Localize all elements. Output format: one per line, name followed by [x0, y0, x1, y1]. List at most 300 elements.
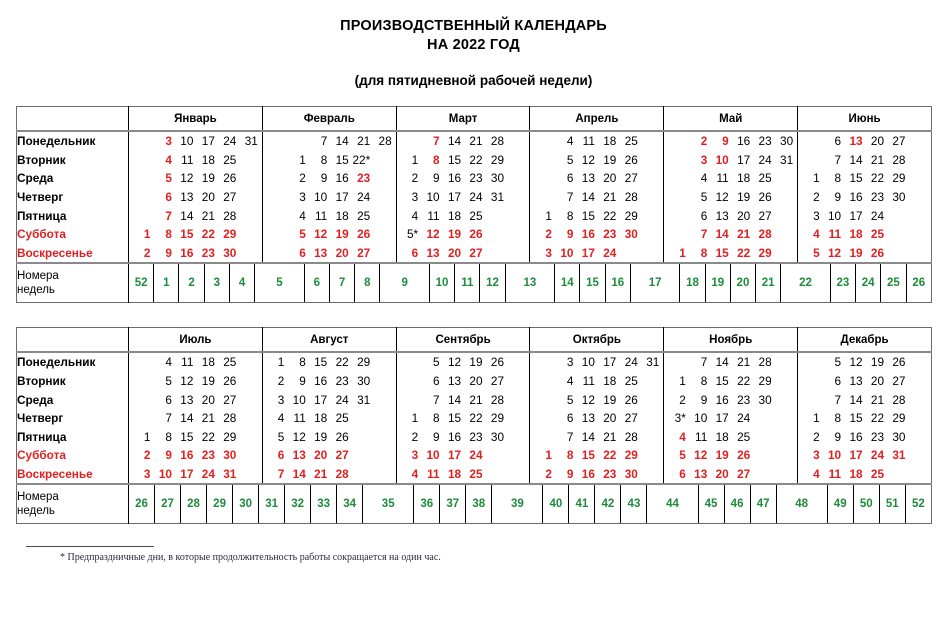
date-cell: 18 [335, 208, 349, 223]
date-cell: 16 [581, 467, 595, 482]
date-cell: 3 [411, 190, 419, 205]
date-group [129, 225, 262, 244]
date-group [530, 353, 663, 372]
date-cell: 11 [181, 355, 194, 370]
date-cell: 27 [624, 171, 638, 186]
date-cell: 11 [427, 467, 440, 482]
date-cell: 8 [299, 355, 306, 370]
date-cell: 5 [679, 448, 686, 463]
date-group [129, 132, 262, 151]
date-cell: 28 [892, 392, 906, 407]
week-number-cell: 7 [329, 264, 354, 302]
date-cell: 14 [335, 134, 349, 149]
week-number-cell: 17 [630, 264, 680, 302]
month-column-Май [664, 206, 798, 225]
date-cell: 28 [490, 134, 505, 149]
page-title-line2: НА 2022 ГОД [427, 37, 520, 53]
date-cell: 12 [827, 245, 842, 260]
date-cell: 11 [181, 152, 194, 167]
month-column-Январь [129, 151, 263, 170]
month-column-Ноябрь [664, 390, 798, 409]
date-cell: 31 [490, 190, 505, 205]
month-column-Февраль [262, 244, 396, 264]
month-column-Январь [129, 131, 263, 151]
date-cell: 21 [201, 208, 215, 223]
date-cell: 16 [581, 227, 595, 242]
date-group [798, 225, 931, 244]
date-cell: 20 [737, 208, 751, 223]
date-group [530, 206, 663, 225]
date-cell: 31 [244, 134, 258, 149]
month-column-Февраль [262, 206, 396, 225]
date-cell: 7 [834, 392, 842, 407]
date-cell: 4 [277, 411, 285, 426]
date-cell: 10 [426, 448, 440, 463]
month-column-Февраль [262, 225, 396, 244]
date-cell: 10 [426, 190, 440, 205]
date-cell: 25 [357, 208, 371, 223]
date-cell: 25 [469, 208, 483, 223]
month-column-Сентябрь [396, 372, 530, 391]
date-cell: 5* [406, 227, 419, 242]
weekday-row [17, 225, 932, 244]
date-cell: 15 [335, 152, 349, 167]
date-cell: 14 [849, 152, 863, 167]
date-cell: 10 [292, 392, 306, 407]
date-cell: 14 [581, 190, 595, 205]
date-group [664, 409, 797, 428]
week-number-cell: 1 [154, 264, 179, 302]
week-number-cell: 4 [229, 264, 254, 302]
date-cell: 17 [849, 208, 863, 223]
date-cell: 24 [223, 134, 237, 149]
date-cell: 19 [201, 374, 215, 389]
date-group [798, 390, 931, 409]
month-column-Май [664, 188, 798, 207]
date-cell: 22 [201, 429, 215, 444]
week-number-cell: 50 [853, 485, 879, 523]
month-column-Август [262, 352, 396, 372]
date-cell: 23 [870, 429, 885, 444]
week-number-cell: 14 [555, 264, 580, 302]
day-name-Пятница: Пятница [17, 206, 129, 225]
date-cell: 22 [603, 208, 617, 223]
date-cell: 19 [314, 429, 328, 444]
date-cell: 25 [469, 467, 483, 482]
month-column-Октябрь [530, 446, 664, 465]
date-cell: 3 [277, 392, 285, 407]
month-column-Июнь [798, 131, 932, 151]
day-name-Вторник: Вторник [17, 151, 129, 170]
date-group [263, 390, 396, 409]
day-name-Четверг: Четверг [17, 188, 129, 207]
weekday-row [17, 372, 932, 391]
month-column-Октябрь [530, 372, 664, 391]
date-cell: 30 [357, 374, 371, 389]
week-number-cell: 39 [492, 485, 543, 523]
date-cell: 13 [447, 374, 462, 389]
date-cell: 1 [143, 429, 151, 444]
date-cell: 6 [679, 467, 686, 482]
month-column-Май [664, 225, 798, 244]
month-column-Апрель [530, 206, 664, 225]
week-number-cell: 47 [750, 485, 776, 523]
date-cell: 17 [447, 448, 462, 463]
date-cell: 1 [679, 245, 686, 260]
month-column-Сентябрь [396, 446, 530, 465]
month-column-Сентябрь [396, 352, 530, 372]
date-cell: 27 [490, 374, 505, 389]
month-column-Ноябрь [664, 428, 798, 447]
month-column-Январь [129, 225, 263, 244]
date-cell: 14 [849, 392, 863, 407]
date-cell: 19 [201, 171, 215, 186]
date-cell: 9 [566, 467, 574, 482]
month-column-Март [396, 169, 530, 188]
date-cell: 26 [335, 429, 349, 444]
month-header-Октябрь: Октябрь [530, 328, 664, 353]
date-cell: 19 [469, 355, 483, 370]
date-cell: 8 [320, 152, 328, 167]
date-group [530, 188, 663, 207]
date-cell: 26 [624, 152, 638, 167]
date-cell: 31 [780, 152, 794, 167]
date-cell: 2 [411, 171, 419, 186]
date-cell: 30 [223, 245, 237, 260]
date-cell: 9 [834, 429, 842, 444]
date-cell: 1 [143, 227, 151, 242]
date-cell: 24 [201, 467, 215, 482]
date-cell: 9 [165, 245, 172, 260]
month-column-Июль [129, 372, 263, 391]
date-cell: 1 [277, 355, 285, 370]
date-cell: 18 [737, 171, 751, 186]
week-number-cell: 28 [181, 485, 207, 523]
month-header-Январь: Январь [129, 107, 263, 132]
date-cell: 19 [603, 392, 617, 407]
week-number-cell: 26 [135, 498, 148, 511]
date-cell: 12 [426, 227, 440, 242]
date-cell: 22 [870, 411, 885, 426]
week-numbers-container [129, 484, 932, 524]
week-number-cell: 45 [698, 485, 724, 523]
date-group [530, 225, 663, 244]
month-column-Сентябрь [396, 465, 530, 485]
date-cell: 2 [545, 467, 552, 482]
date-cell: 23 [201, 448, 215, 463]
week-number-cell: 11 [455, 264, 480, 302]
month-column-Декабрь [798, 390, 932, 409]
date-cell: 31 [892, 448, 906, 463]
date-cell: 2 [411, 429, 419, 444]
date-cell: 8 [165, 227, 172, 242]
date-cell: 18 [603, 374, 617, 389]
date-cell: 30 [780, 134, 794, 149]
date-group [397, 225, 530, 244]
date-cell: 21 [357, 134, 371, 149]
month-column-Январь [129, 206, 263, 225]
date-cell: 21 [603, 429, 617, 444]
month-header-Март: Март [396, 107, 530, 132]
date-group [397, 465, 530, 484]
date-cell: 15 [581, 448, 595, 463]
date-cell: 3* [674, 411, 686, 426]
month-header-Май: Май [664, 107, 798, 132]
date-cell: 7 [277, 467, 285, 482]
week-number-cell: 44 [647, 485, 698, 523]
date-cell: 8 [700, 245, 708, 260]
week-number-cell: 8 [355, 264, 380, 302]
date-cell: 1 [545, 208, 552, 223]
date-cell: 10 [827, 448, 842, 463]
date-cell: 3 [545, 245, 552, 260]
date-cell: 1 [411, 152, 419, 167]
date-cell: 8 [566, 208, 574, 223]
date-cell: 18 [849, 467, 863, 482]
date-group [397, 446, 530, 465]
date-group [129, 465, 262, 484]
month-column-Декабрь [798, 446, 932, 465]
date-cell: 4 [411, 208, 419, 223]
date-cell: 2 [143, 245, 151, 260]
weekday-row [17, 206, 932, 225]
month-column-Январь [129, 188, 263, 207]
date-cell: 29 [223, 227, 237, 242]
date-cell: 27 [469, 245, 483, 260]
date-cell: 25 [758, 171, 772, 186]
footnote-divider [26, 546, 154, 547]
date-cell: 3 [299, 190, 306, 205]
month-header-row [17, 328, 932, 353]
date-group [129, 188, 262, 207]
date-cell: 13 [292, 448, 306, 463]
month-column-Октябрь [530, 428, 664, 447]
date-cell: 5 [700, 190, 708, 205]
date-cell: 20 [469, 374, 483, 389]
date-group [798, 409, 931, 428]
date-cell: 22 [469, 152, 483, 167]
date-cell: 29 [624, 208, 638, 223]
date-cell: 29 [758, 245, 772, 260]
date-cell: 21 [469, 134, 483, 149]
date-cell: 29 [223, 429, 237, 444]
date-cell: 8 [165, 429, 172, 444]
date-group [129, 409, 262, 428]
month-column-Июнь [798, 188, 932, 207]
month-column-Май [664, 244, 798, 264]
date-cell: 28 [335, 467, 349, 482]
month-column-Июль [129, 465, 263, 485]
month-column-Июль [129, 428, 263, 447]
date-cell: 22 [201, 227, 215, 242]
date-cell: 31 [357, 392, 371, 407]
date-cell: 14 [447, 392, 462, 407]
month-column-Май [664, 131, 798, 151]
month-column-Январь [129, 169, 263, 188]
date-cell: 11 [315, 208, 328, 223]
date-cell: 2 [700, 134, 708, 149]
week-number-cell: 20 [730, 264, 755, 302]
date-cell: 21 [870, 152, 885, 167]
date-cell: 9 [566, 227, 574, 242]
week-number-cell: 37 [440, 485, 466, 523]
week-number-cell: 34 [337, 485, 363, 523]
date-cell: 6 [165, 190, 172, 205]
date-cell: 20 [870, 134, 885, 149]
date-cell: 18 [314, 411, 328, 426]
date-cell: 5 [165, 374, 172, 389]
date-cell: 31 [223, 467, 237, 482]
date-cell: 4 [411, 467, 419, 482]
date-cell: 10 [314, 190, 328, 205]
date-cell: 9 [722, 134, 729, 149]
date-cell: 21 [469, 392, 483, 407]
date-group [263, 225, 396, 244]
date-cell: 28 [758, 355, 772, 370]
date-cell: 9 [320, 171, 328, 186]
date-cell: 7 [566, 190, 574, 205]
date-group [798, 188, 931, 207]
weekday-row [17, 428, 932, 447]
date-cell: 18 [201, 152, 215, 167]
date-cell: 24 [335, 392, 349, 407]
date-cell: 29 [490, 152, 505, 167]
date-cell: 10 [694, 411, 708, 426]
month-column-Ноябрь [664, 372, 798, 391]
date-cell: 23 [603, 227, 617, 242]
month-column-Апрель [530, 225, 664, 244]
date-cell: 23 [603, 467, 617, 482]
date-cell: 22 [737, 245, 751, 260]
date-cell: 21 [737, 227, 751, 242]
date-cell: 12 [314, 227, 328, 242]
day-name-Воскресенье: Воскресенье [17, 465, 129, 485]
date-cell: 13 [581, 171, 595, 186]
date-group [397, 372, 530, 391]
date-group [664, 446, 797, 465]
date-group [530, 446, 663, 465]
date-cell: 11 [828, 467, 842, 482]
date-cell: 20 [603, 171, 617, 186]
date-cell: 30 [758, 392, 772, 407]
date-cell: 28 [892, 152, 906, 167]
month-header-Февраль: Февраль [262, 107, 396, 132]
week-number-cell: 16 [605, 264, 630, 302]
date-cell: 5 [834, 355, 842, 370]
month-column-Октябрь [530, 390, 664, 409]
date-cell: 12 [581, 392, 595, 407]
header-corner-cell [17, 107, 129, 132]
date-group [664, 151, 797, 170]
date-cell: 5 [277, 429, 285, 444]
date-cell: 6 [411, 245, 419, 260]
date-cell: 1 [545, 448, 552, 463]
month-column-Июнь [798, 206, 932, 225]
date-cell: 23 [469, 429, 483, 444]
date-cell: 16 [447, 429, 462, 444]
week-number-cell: 2 [179, 264, 204, 302]
week-number-cell: 12 [480, 264, 505, 302]
date-group [263, 206, 396, 225]
week-number-cell: 30 [233, 485, 259, 523]
month-header-Июнь: Июнь [798, 107, 932, 132]
date-group [664, 188, 797, 207]
date-group [530, 372, 663, 391]
week-number-cell: 38 [466, 485, 492, 523]
month-column-Сентябрь [396, 409, 530, 428]
date-cell: 17 [603, 355, 617, 370]
date-cell: 7 [566, 429, 574, 444]
date-cell: 25 [870, 467, 885, 482]
date-group [664, 465, 797, 484]
date-cell: 16 [715, 392, 729, 407]
week-numbers-grid [129, 264, 931, 302]
date-cell: 27 [892, 374, 906, 389]
date-cell: 6 [433, 374, 440, 389]
date-cell: 26 [490, 355, 505, 370]
month-column-Апрель [530, 244, 664, 264]
date-cell: 4 [299, 208, 306, 223]
week-numbers-label: Номера недель [17, 263, 129, 303]
date-group [798, 353, 931, 372]
month-column-Февраль [262, 151, 396, 170]
date-cell: 26 [223, 374, 237, 389]
day-name-Воскресенье: Воскресенье [17, 244, 129, 264]
date-cell: 6 [700, 208, 708, 223]
week-number-cell: 15 [580, 264, 605, 302]
date-cell: 13 [694, 467, 708, 482]
date-cell: 27 [223, 392, 237, 407]
month-header-Сентябрь: Сентябрь [396, 328, 530, 353]
month-column-Август [262, 390, 396, 409]
date-cell: 29 [490, 411, 505, 426]
date-cell: 1 [411, 411, 419, 426]
month-column-Июль [129, 352, 263, 372]
week-number-cell: 3 [204, 264, 229, 302]
date-cell: 2 [299, 171, 306, 186]
date-cell: 20 [715, 467, 729, 482]
week-number-cell: 25 [881, 264, 906, 302]
date-cell: 21 [201, 411, 215, 426]
month-column-Февраль [262, 131, 396, 151]
date-cell: 4 [566, 134, 574, 149]
date-cell: 12 [180, 374, 194, 389]
date-cell: 4 [679, 429, 686, 444]
week-number-cell: 22 [781, 264, 831, 302]
date-cell: 1 [679, 374, 686, 389]
footnote-text: * Предпраздничные дни, в которые продолжительность работы сокращается на один час. [60, 552, 441, 564]
month-column-Март [396, 188, 530, 207]
date-cell: 18 [715, 429, 729, 444]
date-cell: 10 [581, 355, 595, 370]
date-cell: 3 [813, 208, 820, 223]
date-cell: 22 [737, 374, 751, 389]
weekday-row [17, 390, 932, 409]
date-cell: 17 [314, 392, 328, 407]
month-column-Октябрь [530, 352, 664, 372]
calendar-second-half-wrapper [0, 327, 947, 524]
date-cell: 26 [892, 355, 906, 370]
month-column-Август [262, 446, 396, 465]
date-cell: 24 [870, 208, 885, 223]
week-number-cell: 9 [380, 264, 430, 302]
date-cell: 17 [715, 411, 729, 426]
date-cell: 14 [292, 467, 306, 482]
week-number-cell: 10 [429, 264, 454, 302]
date-cell: 14 [447, 134, 462, 149]
date-cell: 27 [223, 190, 237, 205]
date-cell: 15 [180, 429, 194, 444]
